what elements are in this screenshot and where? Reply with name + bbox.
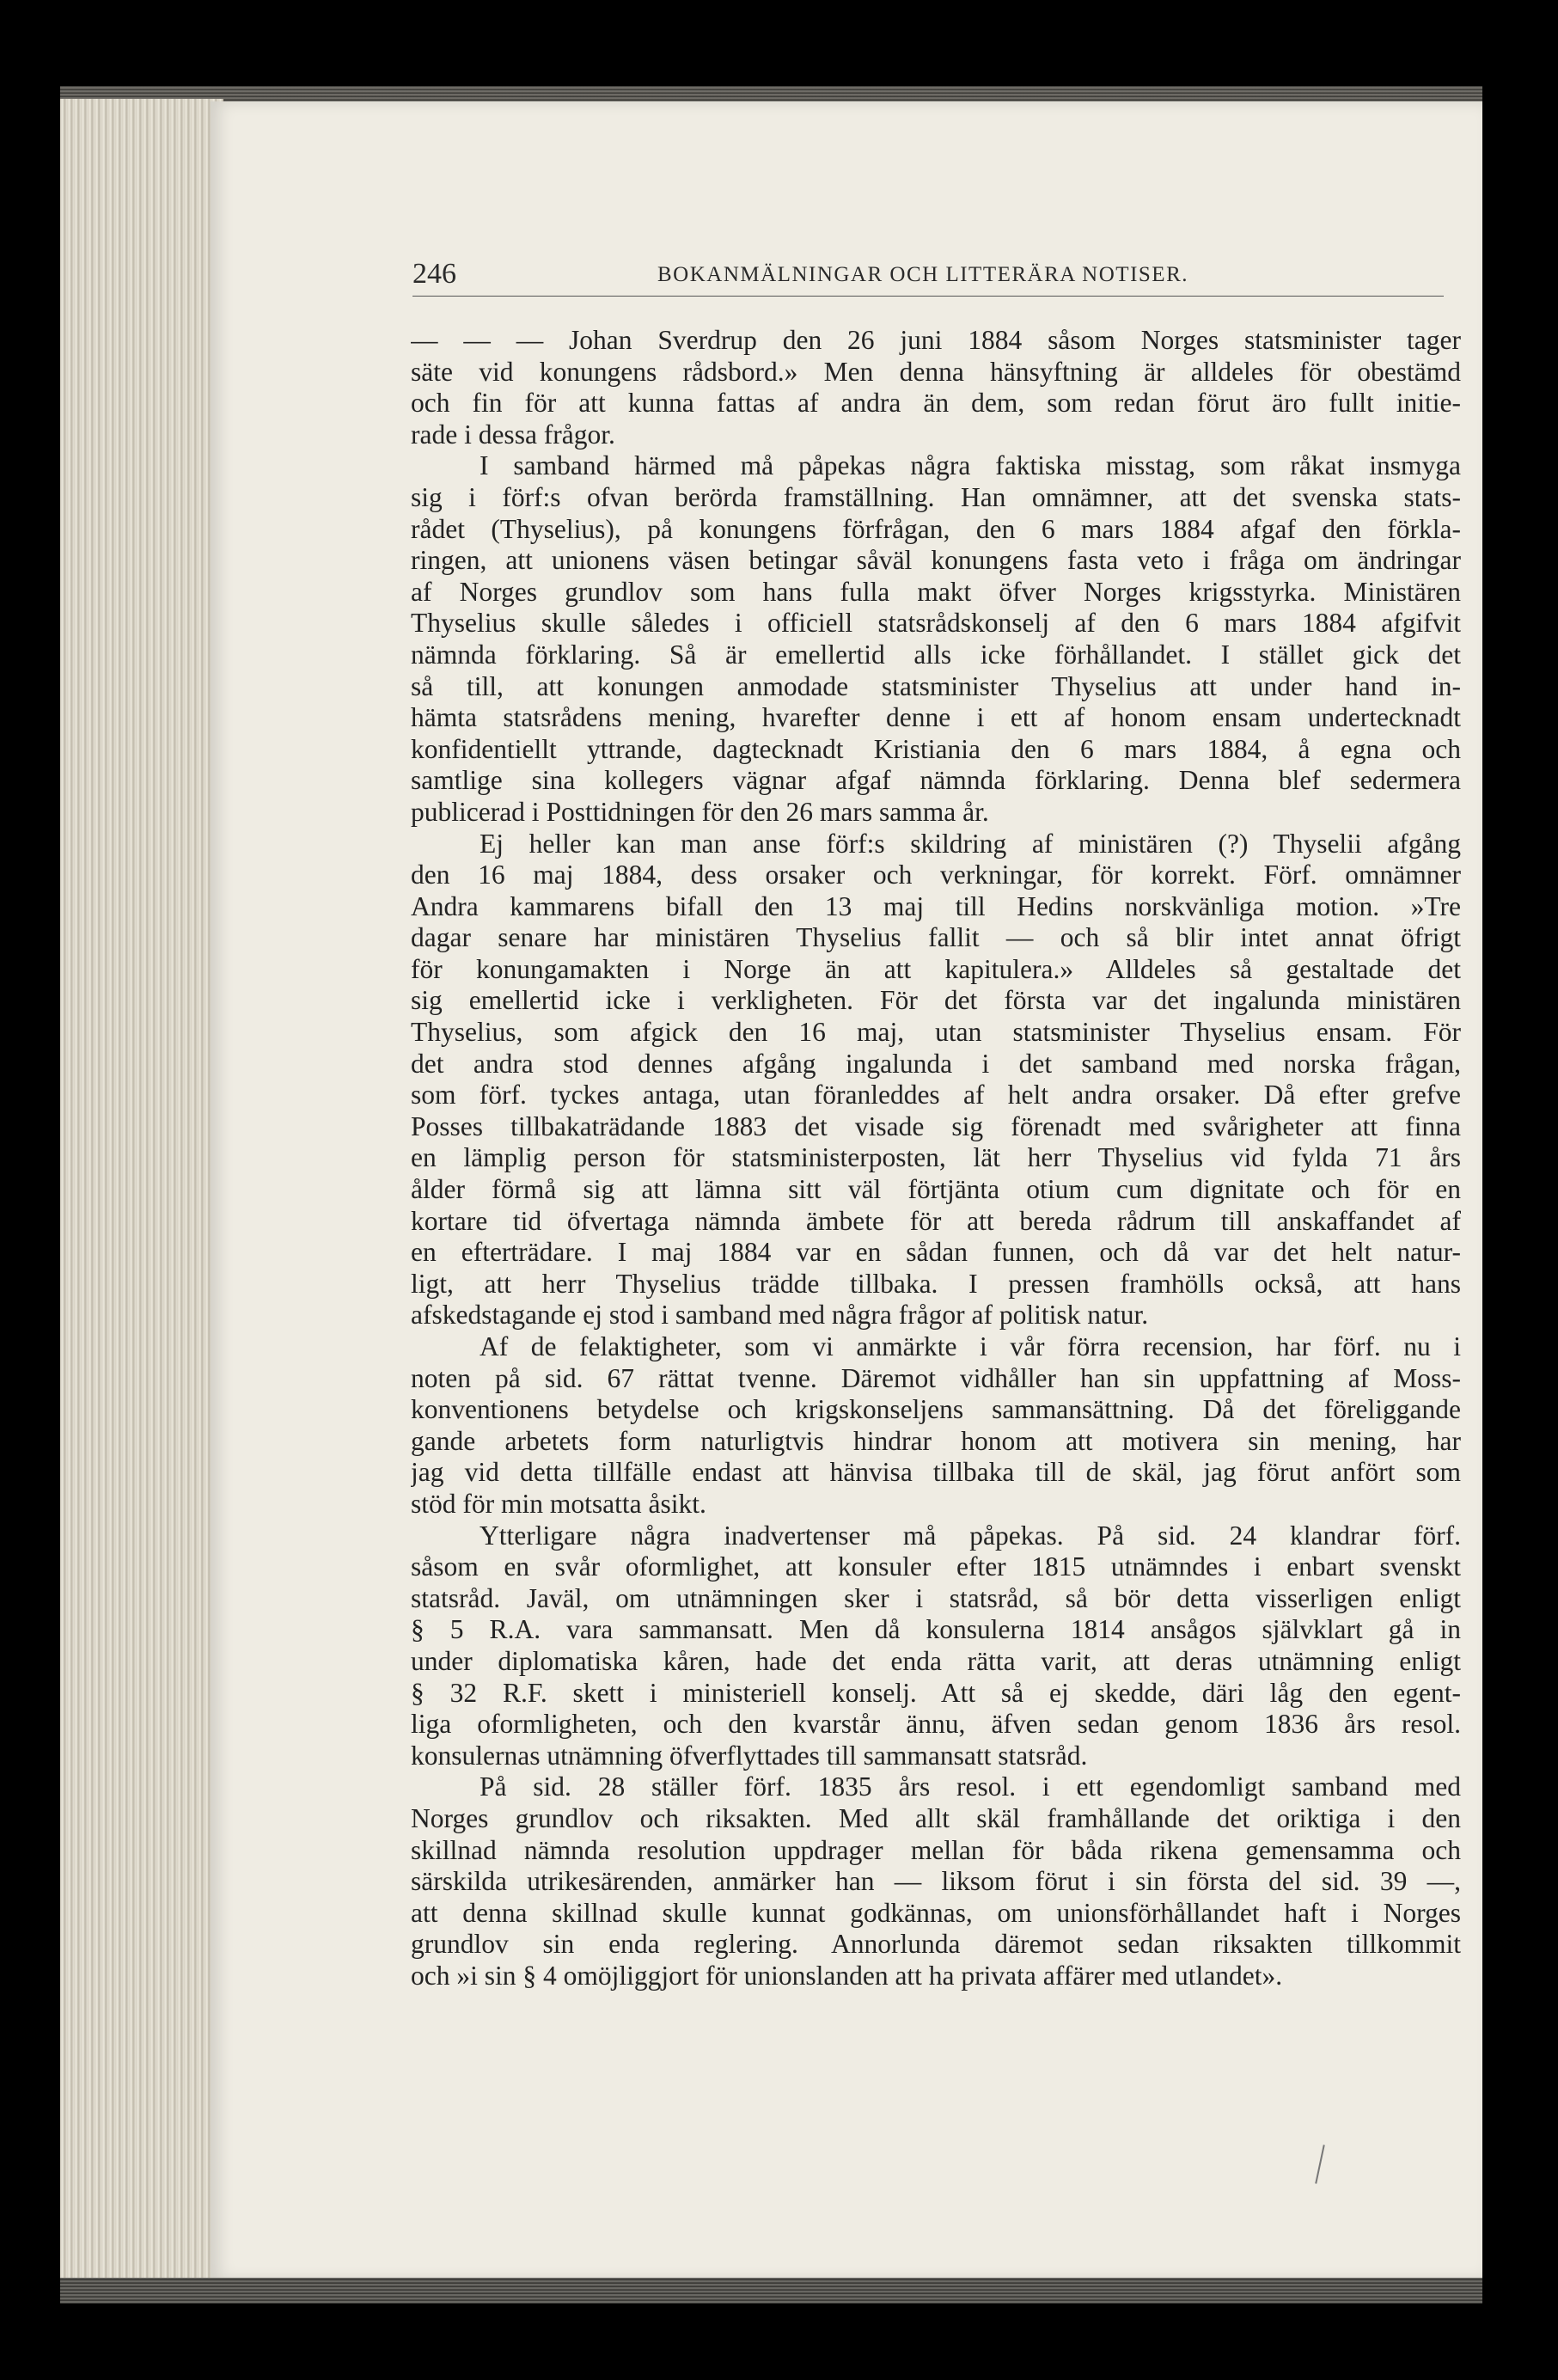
text-line: Posses tillbakaträdande 1883 det visade sig förenadt med svårigheter att finna — [411, 1110, 1461, 1141]
text-line: kortare tid öfvertaga nämnda ämbete för att bereda rådrum till anskaffandet af — [411, 1205, 1461, 1236]
text-line: så till, att konungen anmodade statsminister Thyselius att under hand in- — [411, 670, 1461, 701]
text-line: Ytterligare några inadvertenser må påpekas. På sid. 24 klandrar förf. — [480, 1520, 1461, 1551]
text-line: sig emellertid icke i verkligheten. För det första var det ingalunda ministären — [411, 985, 1461, 1016]
running-head-title: BOKANMÄLNINGAR OCH LITTERÄRA NOTISER. — [657, 263, 1188, 286]
text-line: samtlige sina kollegers vägnar afgaf nämnda förklaring. Denna blef sedermera — [411, 765, 1461, 796]
text-line: som förf. tyckes antaga, utan föranleddes af helt andra orsaker. Då efter grefve — [411, 1080, 1461, 1110]
text-line: noten på sid. 67 rättat tvenne. Däremot vidhåller han sin uppfattning af Moss- — [411, 1362, 1461, 1393]
running-head-rule — [412, 296, 1444, 297]
book-bottom-edge — [60, 2278, 1482, 2304]
text-line: Andra kammarens bifall den 13 maj till Hedins norskvänliga motion. »Tre — [411, 890, 1461, 921]
text-line: Af de felaktigheter, som vi anmärkte i vår förra recension, har förf. nu i — [480, 1331, 1461, 1361]
text-line: rådet (Thyselius), på konungens förfrågan, den 6 mars 1884 afgaf den förkla- — [411, 513, 1461, 544]
text-line: en efterträdare. I maj 1884 var en sådan funnen, och då var det helt natur- — [411, 1237, 1461, 1268]
text-line: af Norges grundlov som hans fulla makt öfver Norges krigsstyrka. Ministären — [411, 576, 1461, 607]
text-line: ringen, att unionens väsen betingar såväl konungens fasta veto i fråga om ändringar — [411, 545, 1461, 576]
text-line: På sid. 28 ställer förf. 1835 års resol. i ett egendomligt samband med — [480, 1771, 1461, 1802]
text-line: konsulernas utnämning öfverflyttades till sammansatt statsråd. — [411, 1740, 1088, 1771]
text-line: afskedstagande ej stod i samband med några frågor af politisk natur. — [411, 1300, 1149, 1331]
text-line: säte vid konungens rådsbord.» Men denna hänsyftning är alldeles för obestämd — [411, 356, 1461, 387]
book-page-edges — [60, 99, 223, 2291]
text-line: — — — Johan Sverdrup den 26 juni 1884 såsom Norges statsminister tager — [411, 325, 1461, 355]
text-line: publicerad i Posttidningen för den 26 mars samma år. — [411, 796, 989, 827]
text-line: jag vid detta tillfälle endast att hänvisa tillbaka till de skäl, jag förut anfört som — [411, 1457, 1461, 1488]
text-line: konventionens betydelse och krigskonseljens sammansättning. Då det föreliggande — [411, 1394, 1461, 1425]
text-line: under diplomatiska kåren, hade det enda rätta varit, att deras utnämning enligt — [411, 1645, 1461, 1676]
text-line: dagar senare har ministären Thyselius fallit — och så blir intet annat öfrigt — [411, 922, 1461, 953]
text-line: det andra stod dennes afgång ingalunda i det samband med norska frågan, — [411, 1048, 1461, 1079]
text-line: och »i sin § 4 omöjliggjort för unionslanden att ha privata affärer med utlandet». — [411, 1960, 1283, 1991]
text-line: sig i förf:s ofvan berörda framställning. Han omnämner, att det svenska stats- — [411, 481, 1461, 512]
text-line: den 16 maj 1884, dess orsaker och verkningar, för korrekt. Förf. omnämner — [411, 860, 1461, 890]
text-line: § 5 R.A. vara sammansatt. Men då konsulerna 1814 ansågos självklart gå in — [411, 1614, 1461, 1645]
text-line: ligt, att herr Thyselius trädde tillbaka. I pressen framhölls också, att hans — [411, 1268, 1461, 1299]
text-line: liga oformligheten, och den kvarstår ännu, äfven sedan genom 1836 års resol. — [411, 1709, 1461, 1740]
text-line: Thyselius, som afgick den 16 maj, utan statsminister Thyselius ensam. För — [411, 1017, 1461, 1048]
text-line: statsråd. Javäl, om utnämningen sker i statsråd, så bör detta visserligen enligt — [411, 1582, 1461, 1613]
text-line: Ej heller kan man anse förf:s skildring af ministären (?) Thyselii afgång — [480, 828, 1461, 859]
text-line: skillnad nämnda resolution uppdrager mellan för båda rikena gemensamma och — [411, 1834, 1461, 1865]
text-line: grundlov sin enda reglering. Annorlunda däremot sedan riksakten tillkommit — [411, 1929, 1461, 1960]
text-line: att denna skillnad skulle kunnat godkännas, om unionsförhållandet haft i Norges — [411, 1897, 1461, 1928]
text-line: I samband härmed må påpekas några faktiska misstag, som råkat insmyga — [480, 450, 1461, 481]
text-line: för konungamakten i Norge än att kapitulera.» Alldeles så gestaltade det — [411, 953, 1461, 984]
text-line: såsom en svår oformlighet, att konsuler efter 1815 utnämndes i enbart svenskt — [411, 1551, 1461, 1582]
text-line: ålder förmå sig att lämna sitt väl förtjänta otium cum dignitate och för en — [411, 1174, 1461, 1205]
text-line: Norges grundlov och riksakten. Med allt skäl framhållande det oriktiga i den — [411, 1802, 1461, 1833]
body-text — [411, 325, 1461, 1991]
text-line: och fin för att kunna fattas af andra än dem, som redan förut äro fullt initie- — [411, 388, 1461, 419]
page-number: 246 — [412, 258, 456, 290]
text-line: särskilda utrikesärenden, anmärker han — liksom förut i sin första del sid. 39 —, — [411, 1866, 1461, 1897]
text-line: rade i dessa frågor. — [411, 419, 615, 450]
text-line: Thyselius skulle således i officiell statsrådskonselj af den 6 mars 1884 afgifvit — [411, 608, 1461, 639]
text-line: gande arbetets form naturligtvis hindrar honom att motivera sin mening, har — [411, 1425, 1461, 1456]
text-line: nämnda förklaring. Så är emellertid alls icke förhållandet. I stället gick det — [411, 639, 1461, 670]
text-line: stöd för min motsatta åsikt. — [411, 1488, 706, 1519]
text-line: § 32 R.F. skett i ministeriell konselj. Att så ej skedde, däri låg den egent- — [411, 1677, 1461, 1708]
text-line: en lämplig person för statsministerposten, lät herr Thyselius vid fylda 71 års — [411, 1142, 1461, 1173]
running-head — [412, 258, 1444, 297]
text-line: hämta statsrådens mening, hvarefter denne i ett af honom ensam undertecknadt — [411, 702, 1461, 733]
text-line: konfidentiellt yttrande, dagtecknadt Kristiania den 6 mars 1884, å egna och — [411, 733, 1461, 764]
